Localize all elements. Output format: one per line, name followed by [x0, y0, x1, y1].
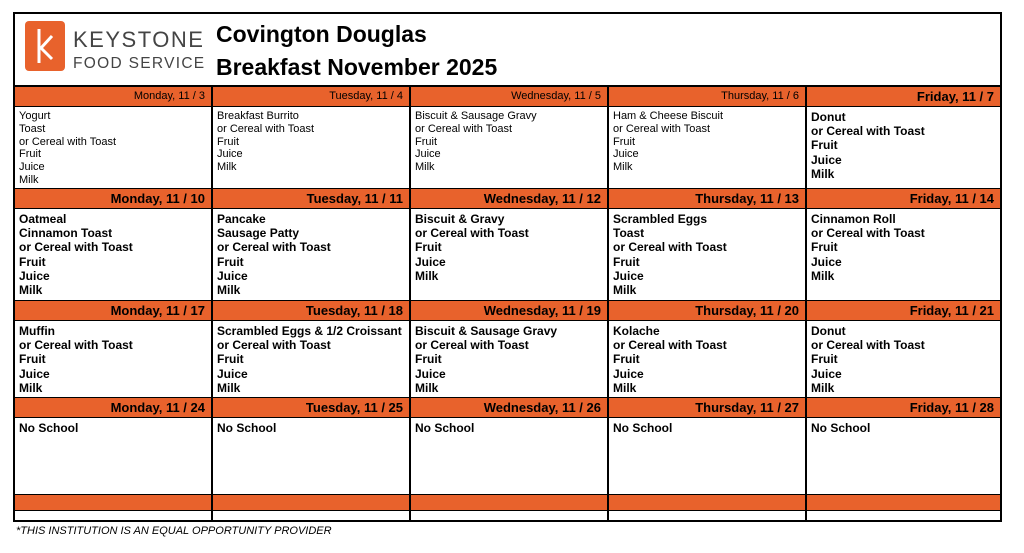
menu-item: Juice [415, 148, 441, 161]
day-cell [807, 189, 1000, 300]
menu-items [609, 209, 805, 297]
menu-item: Juice [217, 268, 248, 283]
menu-item: or Cereal with Toast [217, 338, 331, 353]
day-cell [213, 301, 411, 397]
day-cell [15, 398, 213, 494]
menu-items [609, 511, 805, 514]
menu-item: Scrambled Eggs [613, 212, 708, 226]
menu-title: Breakfast November 2025 [216, 54, 498, 80]
day-header: Monday, 11 / 10 [15, 189, 211, 209]
menu-items [807, 107, 1000, 181]
logo-k-icon [25, 21, 65, 71]
menu-item: Milk [811, 166, 835, 181]
menu-items [807, 321, 1000, 395]
day-cell [213, 495, 411, 522]
menu-item: Fruit [19, 254, 46, 269]
day-header [807, 495, 1000, 511]
menu-item: or Cereal with Toast [811, 124, 925, 139]
menu-item: No School [811, 421, 871, 435]
menu-item: Kolache [613, 324, 660, 338]
menu-item: Juice [19, 161, 45, 174]
menu-items [609, 107, 805, 174]
menu-items [213, 418, 409, 435]
menu-items [213, 511, 409, 514]
day-cell [609, 398, 807, 494]
day-cell [807, 87, 1000, 188]
day-cell [609, 301, 807, 397]
menu-item: Milk [415, 161, 435, 174]
menu-item: or Cereal with Toast [19, 135, 117, 148]
menu-item: Milk [19, 283, 43, 298]
school-name: Covington Douglas [216, 21, 427, 47]
menu-item: Juice [613, 268, 644, 283]
menu-item: Milk [613, 380, 637, 395]
menu-item: Milk [217, 161, 237, 174]
menu-items [213, 209, 409, 297]
day-header: Tuesday, 11 / 25 [213, 398, 409, 418]
day-cell [15, 189, 213, 300]
menu-item: Cinnamon Toast [19, 226, 113, 241]
menu-items [15, 107, 211, 187]
menu-item: No School [19, 421, 79, 435]
day-header: Tuesday, 11 / 4 [213, 87, 409, 107]
menu-item: Ham & Cheese Biscuit [613, 110, 724, 122]
menu-item: or Cereal with Toast [613, 240, 727, 255]
day-header: Monday, 11 / 24 [15, 398, 211, 418]
menu-item: Oatmeal [19, 212, 67, 226]
menu-item: Milk [613, 161, 633, 174]
day-header: Thursday, 11 / 27 [609, 398, 805, 418]
menu-items [807, 209, 1000, 283]
menu-item: Fruit [811, 138, 838, 153]
day-header [15, 495, 211, 511]
footer-notice: *THIS INSTITUTION IS AN EQUAL OPPORTUNITY PROVIDER [16, 525, 332, 537]
menu-items [411, 321, 607, 395]
menu-item: Juice [613, 366, 644, 381]
menu-item: Toast [613, 226, 645, 241]
menu-item: Milk [19, 380, 43, 395]
menu-item: No School [217, 421, 277, 435]
day-header: Friday, 11 / 28 [807, 398, 1000, 418]
menu-item: or Cereal with Toast [19, 338, 133, 353]
day-header [411, 495, 607, 511]
menu-item: Sausage Patty [217, 226, 300, 241]
menu-item: Fruit [811, 352, 838, 367]
header [15, 14, 1000, 86]
day-header: Thursday, 11 / 13 [609, 189, 805, 209]
day-header: Wednesday, 11 / 19 [411, 301, 607, 321]
menu-item: No School [613, 421, 673, 435]
logo-line2: FOOD SERVICE [73, 55, 206, 72]
day-cell [213, 189, 411, 300]
day-cell [609, 189, 807, 300]
menu-item: or Cereal with Toast [217, 122, 315, 135]
menu-items [411, 418, 607, 435]
menu-item: Juice [19, 366, 50, 381]
menu-item: Fruit [811, 240, 838, 255]
day-cell [609, 495, 807, 522]
menu-item: Milk [811, 268, 835, 283]
menu-items [15, 511, 211, 514]
menu-item: or Cereal with Toast [613, 338, 727, 353]
menu-items [609, 418, 805, 435]
menu-items [213, 107, 409, 174]
menu-item: Milk [415, 268, 439, 283]
menu-item: Fruit [217, 254, 244, 269]
menu-item: Fruit [217, 135, 239, 148]
menu-item: Milk [415, 380, 439, 395]
day-header: Friday, 11 / 7 [807, 87, 1000, 107]
menu-item: Juice [217, 148, 243, 161]
week-row [15, 495, 1000, 522]
menu-item: Juice [415, 366, 446, 381]
menu-item: Juice [811, 366, 842, 381]
menu-items [807, 418, 1000, 435]
menu-calendar [13, 12, 1002, 522]
menu-item: Muffin [19, 324, 55, 338]
menu-item: Milk [19, 173, 39, 186]
menu-item: Milk [217, 380, 241, 395]
day-header [213, 495, 409, 511]
menu-item: or Cereal with Toast [415, 226, 529, 241]
day-header: Thursday, 11 / 20 [609, 301, 805, 321]
day-header: Monday, 11 / 17 [15, 301, 211, 321]
menu-item: Juice [613, 148, 639, 161]
menu-item: Juice [19, 268, 50, 283]
day-cell [411, 189, 609, 300]
menu-item: Pancake [217, 212, 266, 226]
menu-items [609, 321, 805, 395]
menu-item: Yogurt [19, 110, 51, 122]
menu-item: Milk [811, 380, 835, 395]
menu-item: Fruit [613, 135, 635, 148]
menu-items [15, 209, 211, 297]
day-header [609, 495, 805, 511]
calendar-grid [15, 85, 1000, 520]
menu-item: Fruit [613, 254, 640, 269]
day-cell [213, 398, 411, 494]
menu-item: Toast [19, 122, 46, 135]
day-cell [411, 495, 609, 522]
menu-item: or Cereal with Toast [19, 240, 133, 255]
menu-item: Fruit [613, 352, 640, 367]
day-cell [15, 87, 213, 188]
menu-item: Breakfast Burrito [217, 110, 299, 122]
week-row [15, 398, 1000, 495]
day-header: Wednesday, 11 / 12 [411, 189, 607, 209]
day-cell [213, 87, 411, 188]
menu-items [213, 321, 409, 395]
menu-item: Fruit [19, 148, 41, 161]
day-cell [15, 495, 213, 522]
day-cell [807, 301, 1000, 397]
day-header: Friday, 11 / 14 [807, 189, 1000, 209]
day-cell [807, 398, 1000, 494]
menu-item: or Cereal with Toast [217, 240, 331, 255]
menu-item: Juice [811, 152, 842, 167]
day-header: Friday, 11 / 21 [807, 301, 1000, 321]
menu-item: Milk [613, 283, 637, 298]
menu-item: Donut [811, 110, 846, 124]
keystone-logo [25, 21, 205, 77]
menu-item: Fruit [415, 352, 442, 367]
day-header: Monday, 11 / 3 [15, 87, 211, 107]
menu-items [411, 209, 607, 283]
menu-item: Juice [217, 366, 248, 381]
day-header: Wednesday, 11 / 5 [411, 87, 607, 107]
menu-item: Juice [811, 254, 842, 269]
menu-item: or Cereal with Toast [613, 122, 711, 135]
day-header: Tuesday, 11 / 18 [213, 301, 409, 321]
week-row [15, 189, 1000, 301]
menu-item: Fruit [19, 352, 46, 367]
week-row [15, 301, 1000, 398]
menu-item: or Cereal with Toast [415, 122, 513, 135]
menu-item: Cinnamon Roll [811, 212, 896, 226]
menu-items [807, 511, 1000, 514]
menu-items [411, 107, 607, 174]
menu-item: or Cereal with Toast [811, 338, 925, 353]
menu-item: or Cereal with Toast [415, 338, 529, 353]
day-cell [411, 398, 609, 494]
menu-items [411, 511, 607, 514]
menu-items [15, 321, 211, 395]
menu-item: Fruit [415, 240, 442, 255]
day-cell [411, 87, 609, 188]
menu-item: Scrambled Eggs & 1/2 Croissant [217, 324, 402, 338]
menu-item: Juice [415, 254, 446, 269]
menu-item: No School [415, 421, 475, 435]
menu-item: Milk [217, 283, 241, 298]
menu-item: Biscuit & Sausage Gravy [415, 324, 558, 338]
menu-item: Biscuit & Gravy [415, 212, 505, 226]
logo-line1: KEYSTONE [73, 27, 205, 52]
day-header: Wednesday, 11 / 26 [411, 398, 607, 418]
day-cell [411, 301, 609, 397]
menu-item: Fruit [217, 352, 244, 367]
day-header: Tuesday, 11 / 11 [213, 189, 409, 209]
day-header: Thursday, 11 / 6 [609, 87, 805, 107]
menu-item: Fruit [415, 135, 437, 148]
menu-item: Donut [811, 324, 846, 338]
day-cell [15, 301, 213, 397]
menu-item: Biscuit & Sausage Gravy [415, 110, 537, 122]
week-row [15, 87, 1000, 189]
day-cell [609, 87, 807, 188]
menu-items [15, 418, 211, 435]
menu-item: or Cereal with Toast [811, 226, 925, 241]
day-cell [807, 495, 1000, 522]
